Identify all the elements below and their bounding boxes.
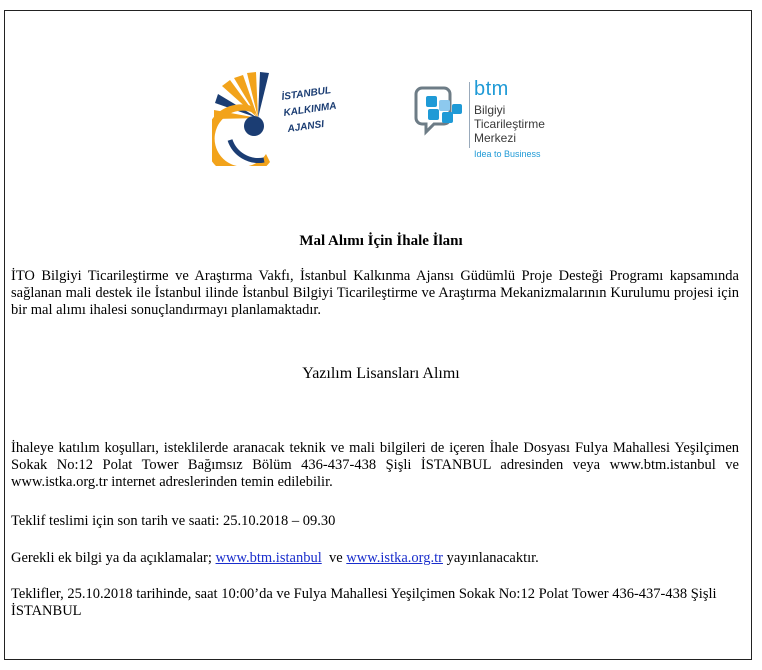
btm-wordmark: btm: [474, 78, 509, 100]
info-paragraph: [11, 550, 739, 567]
info-suffix: yayınlanacaktır.: [446, 550, 539, 566]
btm-logo: [412, 76, 572, 164]
opening-paragraph: Teklifler, 25.10.2018 tarihinde, saat 10:00’da ve Fulya Mahallesi Yeşilçimen Sokak No:12 Polat Tower 436-437-438 Şişli İSTANBUL: [11, 586, 717, 619]
istka-website-link[interactable]: www.istka.org.tr: [346, 550, 443, 566]
istanbul-kalkinma-ajansi-logo: [212, 70, 338, 166]
section-subtitle: Yazılım Lisansları Alımı: [302, 365, 460, 382]
document-title: Mal Alımı İçin İhale İlanı: [299, 233, 463, 249]
btm-line-1: Bilgiyi: [474, 103, 506, 117]
logo-line-2: KALKINMA: [282, 100, 338, 119]
btm-tagline: Idea to Business: [474, 149, 541, 159]
logo-center: [244, 116, 264, 136]
btm-separator: [469, 82, 470, 148]
info-prefix: Gerekli ek bilgi ya da açıklamalar;: [11, 550, 212, 566]
deadline-paragraph: Teklif teslimi için son tarih ve saati: 25.10.2018 – 09.30: [11, 513, 336, 529]
btm-line-3: Merkezi: [474, 131, 517, 145]
logo-line-1: İSTANBUL: [280, 85, 332, 103]
btm-line-2: Ticarileştirme: [474, 117, 545, 131]
participation-paragraph: İhaleye katılım koşulları, isteklilerde aranacak teknik ve mali bilgileri de içeren İhale Dosyası Fulya Mahallesi Yeşilçimen Sokak No:12 Polat Tower Bağımsız Bölüm 436-437-438 Şişli İSTANBUL adresinden veya www.btm.istanbul ve www.istka.org.tr internet adreslerinden temin edilebilir.: [11, 440, 739, 490]
btm-puzzle-icon: [412, 82, 468, 142]
logo-line-3: AJANSI: [286, 118, 325, 135]
intro-paragraph: İTO Bilgiyi Ticarileştirme ve Araştırma Vakfı, İstanbul Kalkınma Ajansı Güdümlü Proje Desteği Programı kapsamında sağlanan mali destek ile İstanbul ilinde İstanbul Bilgiyi Ticarileştirme ve Araştırma Mekanizmalarının Kurulumu projesi için bir mal alımı ihalesi sonuçlandırmayı planlamaktadır.: [11, 268, 739, 318]
btm-website-link[interactable]: www.btm.istanbul: [215, 550, 322, 566]
info-between: ve: [328, 550, 343, 566]
